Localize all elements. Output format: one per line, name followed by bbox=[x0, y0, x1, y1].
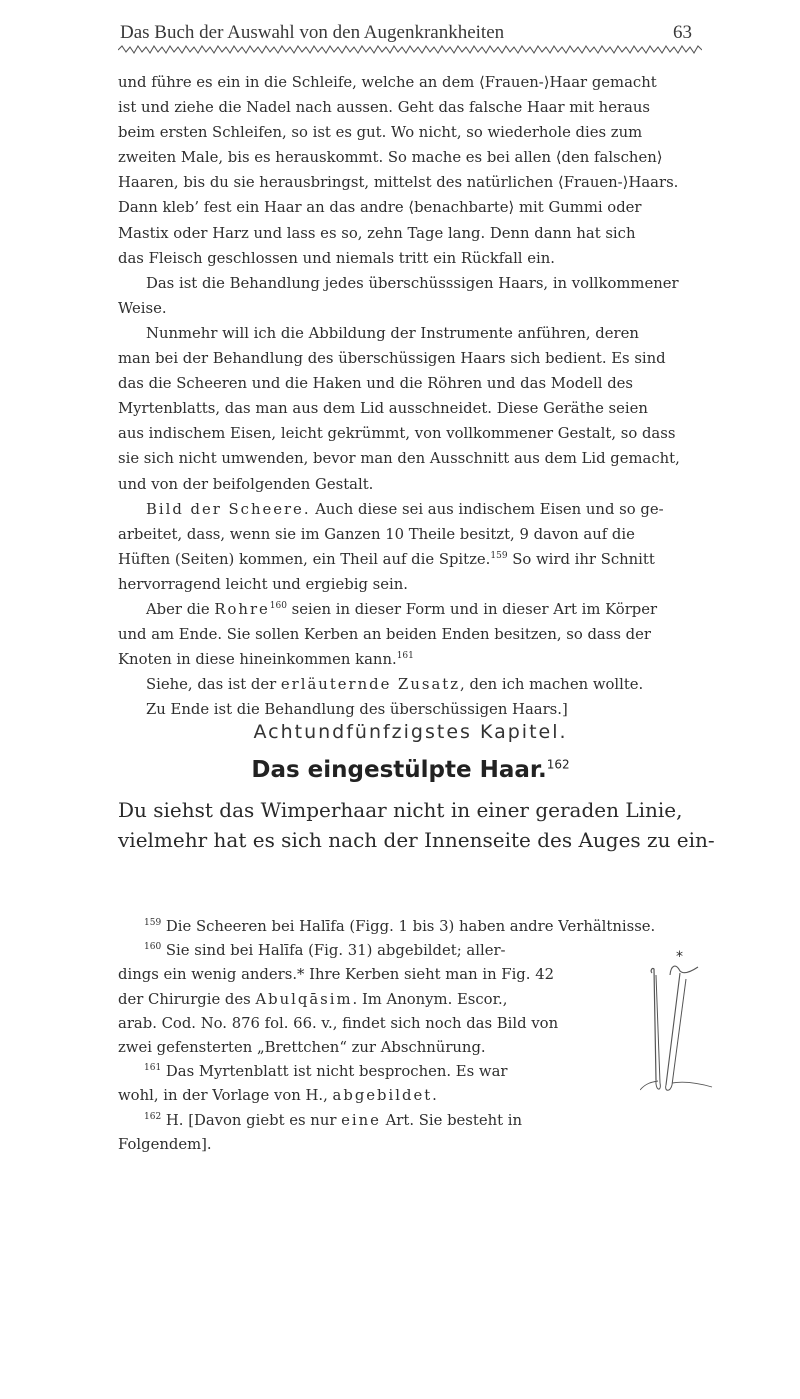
text-line: und am Ende. Sie sollen Kerben an beiden Enden besitzen, so dass der bbox=[118, 626, 651, 644]
text-line: Myrtenblatts, das man aus dem Lid ausschneidet. Diese Geräthe seien bbox=[118, 400, 648, 418]
text-span: . bbox=[432, 1087, 437, 1105]
text-line: ist und ziehe die Nadel nach aussen. Geht das falsche Haar mit heraus bbox=[118, 99, 650, 117]
text-line bbox=[118, 988, 718, 1012]
text-line bbox=[118, 647, 703, 672]
text-span: So wird ihr Schnitt bbox=[507, 550, 655, 568]
footnote-number: 159 bbox=[144, 918, 162, 929]
text-line: vielmehr hat es sich nach der Innenseite des Auges zu ein- bbox=[118, 828, 715, 852]
text-line: Dann kleb’ fest ein Haar an das andre ⟨benachbarte⟩ mit Gummi oder bbox=[118, 199, 642, 217]
text-line: das Fleisch geschlossen und niemals tritt ein Rückfall ein. bbox=[118, 249, 555, 267]
footnote-161 bbox=[118, 1060, 718, 1084]
text-line bbox=[118, 1084, 718, 1108]
text-span: Aber die bbox=[146, 600, 215, 618]
text-span: Die Scheeren bei bbox=[161, 918, 300, 935]
text-line bbox=[118, 672, 703, 697]
text-span: Siehe, das ist der bbox=[146, 676, 281, 694]
text-line bbox=[118, 547, 703, 572]
text-line: Das ist die Behandlung jedes überschüsssigen Haars, in vollkommener bbox=[146, 274, 679, 292]
text-span: Art. Sie besteht in bbox=[380, 1111, 523, 1129]
text-line: und führe es ein in die Schleife, welche an dem ⟨Frauen-⟩Haar gemacht bbox=[118, 74, 657, 91]
text-line: und von der beifolgenden Gestalt. bbox=[118, 475, 374, 493]
chapter-title-text: Das eingestülpte Haar. bbox=[251, 757, 547, 783]
text-line: arbeitet, dass, wenn sie im Ganzen 10 Theile besitzt, 9 davon auf die bbox=[118, 525, 635, 543]
text-line: dings ein wenig anders.* Ihre Kerben sieht man in Fig. 42 bbox=[118, 966, 555, 984]
running-head-title: Das Buch der Auswahl von den Augenkrankheiten bbox=[120, 22, 505, 43]
name-span: Halīfa bbox=[299, 918, 345, 935]
name-span: Halīfa bbox=[257, 942, 304, 960]
text-line: arab. Cod. No. 876 fol. 66. v., findet sich noch das Bild von bbox=[118, 1014, 559, 1032]
footnote-160 bbox=[118, 939, 718, 963]
text-line: hervorragend leicht und ergiebig sein. bbox=[118, 575, 408, 593]
text-span: Auch diese sei aus indischem Eisen und so ge- bbox=[310, 500, 664, 518]
text-span: Knoten in diese hineinkommen kann. bbox=[118, 651, 397, 669]
footnote-ref: 161 bbox=[396, 651, 414, 662]
text-line: Mastix oder Harz und lass es so, zehn Tage lang. Denn dann hat sich bbox=[118, 224, 636, 242]
footnote-ref: 162 bbox=[546, 757, 570, 772]
footnote-ref: 160 bbox=[269, 601, 287, 612]
spaced-emphasis: Abulqāsim bbox=[255, 990, 353, 1008]
text-span: . Im Anonym. Escor., bbox=[352, 990, 508, 1008]
text-span: wohl, in der Vorlage von H., bbox=[118, 1087, 333, 1105]
spaced-emphasis: Bild der Scheere. bbox=[146, 500, 311, 518]
text-line: Du siehst das Wimperhaar nicht in einer geraden Linie, bbox=[118, 798, 683, 822]
text-span: Hüften (Seiten) kommen, ein Theil auf die Spitze. bbox=[118, 550, 491, 568]
text-line: Nunmehr will ich die Abbildung der Instrumente anführen, deren bbox=[146, 324, 639, 342]
footnote-number: 162 bbox=[144, 1111, 162, 1122]
text-line: Folgendem]. bbox=[118, 1135, 212, 1153]
text-span: der Chirurgie des bbox=[118, 990, 256, 1008]
figure-asterisk: * bbox=[676, 949, 683, 965]
ornamental-rule bbox=[118, 44, 702, 56]
text-span: Sie sind bei bbox=[161, 942, 258, 960]
spaced-emphasis: abgebildet bbox=[332, 1087, 433, 1105]
spaced-emphasis: eine bbox=[341, 1111, 381, 1129]
text-line: sie sich nicht umwenden, bevor man den Ausschnitt aus dem Lid gemacht, bbox=[118, 450, 680, 468]
chapter-label: Achtundfünfzigstes Kapitel. bbox=[253, 721, 568, 743]
chapter-opening-text bbox=[118, 795, 715, 855]
text-span: (Figg. 1 bis 3) haben andre Verhältnisse. bbox=[344, 918, 656, 935]
text-span: , den ich machen wollte. bbox=[460, 676, 644, 694]
footnote-number: 160 bbox=[144, 942, 162, 953]
footnote-ref: 159 bbox=[490, 550, 508, 561]
chapter-title bbox=[118, 757, 703, 783]
spaced-emphasis: Rohre bbox=[214, 600, 270, 618]
tube-instrument-figure bbox=[640, 945, 720, 1095]
text-line: man bei der Behandlung des überschüssigen Haars sich bedient. Es sind bbox=[118, 350, 666, 368]
page-number: 63 bbox=[673, 22, 692, 43]
text-line: zweiten Male, bis es herauskommt. So mache es bei allen ⟨den falschen⟩ bbox=[118, 149, 663, 167]
text-span: H. [Davon giebt es nur bbox=[161, 1111, 342, 1129]
tube-instrument-icon bbox=[640, 945, 720, 1095]
text-span: seien in dieser Form und in dieser Art im Körper bbox=[286, 600, 658, 618]
text-line: Haaren, bis du sie herausbringst, mittelst des natürlichen ⟨Frauen-⟩Haars. bbox=[118, 174, 679, 192]
text-line: aus indischem Eisen, leicht gekrümmt, von vollkommener Gestalt, so dass bbox=[118, 425, 676, 443]
text-line bbox=[118, 597, 703, 622]
text-line: Weise. bbox=[118, 299, 167, 317]
footnote-number: 161 bbox=[144, 1063, 162, 1074]
text-span: Das Myrtenblatt ist nicht besprochen. Es war bbox=[161, 1063, 508, 1081]
text-line: zwei gefensterten „Brettchen“ zur Abschnürung. bbox=[118, 1039, 486, 1057]
text-span: (Fig. 31) abgebildet; aller- bbox=[303, 942, 506, 960]
text-line: Zu Ende ist die Behandlung des überschüssigen Haars.] bbox=[146, 701, 568, 719]
text-line bbox=[118, 497, 703, 522]
footnotes bbox=[118, 915, 718, 1157]
footnote-162 bbox=[118, 1109, 718, 1133]
footnote-159 bbox=[118, 915, 718, 939]
text-line: das die Scheeren und die Haken und die Röhren und das Modell des bbox=[118, 375, 634, 393]
spaced-emphasis: erläuternde Zusatz bbox=[280, 676, 461, 694]
main-text bbox=[118, 70, 703, 722]
text-line: beim ersten Schleifen, so ist es gut. Wo nicht, so wiederhole dies zum bbox=[118, 124, 643, 142]
